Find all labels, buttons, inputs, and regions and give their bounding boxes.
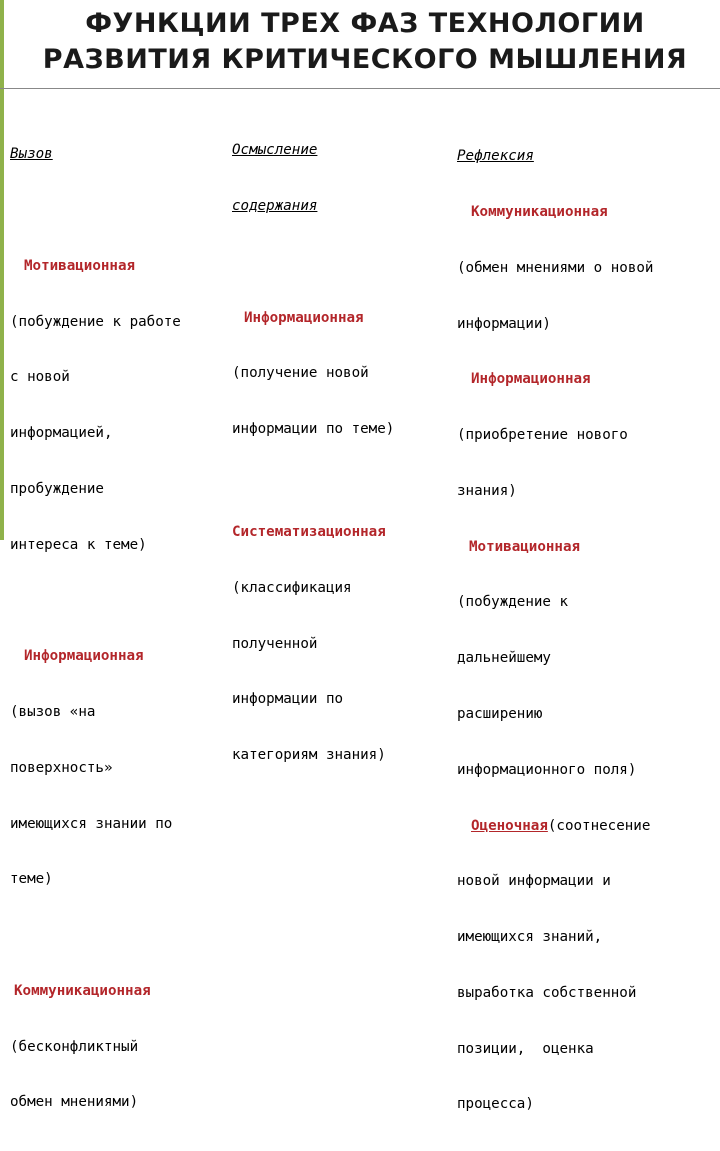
function-desc-line: (побуждение к — [457, 594, 569, 611]
function-desc-line: (вызов «на — [10, 704, 96, 720]
title-divider — [0, 88, 720, 89]
function-desc-line: (получение новой — [232, 365, 369, 382]
function-desc-line: информационного поля) — [457, 761, 637, 778]
column-header-challenge: Вызов — [10, 146, 53, 163]
function-desc-line: интереса к теме) — [10, 536, 147, 553]
function-desc-line: (классификация — [232, 579, 352, 596]
column-header-comprehension-1: Осмысление — [232, 142, 318, 159]
function-desc-line: имеющихся знании по — [10, 815, 173, 832]
spacer — [10, 926, 181, 945]
column-header-comprehension-2: содержания — [232, 197, 318, 214]
spacer — [10, 201, 181, 220]
function-desc-line: новой информации и — [457, 873, 611, 890]
function-desc-line: пробуждение — [10, 480, 104, 497]
column-challenge — [10, 108, 181, 1149]
function-desc-line: знания) — [457, 482, 517, 499]
function-desc-line: (обмен мнениями о новой — [457, 259, 654, 276]
column-comprehension — [232, 104, 394, 802]
title-line-2: РАЗВИТИЯ КРИТИЧЕСКОГО МЫШЛЕНИЯ — [42, 44, 688, 75]
spacer — [232, 476, 394, 486]
function-desc-line: поверхность» — [10, 759, 113, 776]
function-label-informational: Информационная — [471, 371, 591, 388]
column-reflection — [457, 110, 653, 1151]
function-desc-line: дальнейшему — [457, 650, 551, 667]
function-desc-line: информации по теме) — [232, 421, 395, 438]
function-desc-line: информации) — [457, 315, 551, 332]
function-label-motivational: Мотивационная — [469, 538, 581, 555]
function-desc-line: позиции, оценка — [457, 1040, 594, 1057]
evaluative-row — [457, 817, 653, 836]
function-desc-line: (бесконфликтный — [10, 1038, 139, 1055]
accent-bar — [0, 0, 4, 540]
title-line-1: ФУНКЦИИ ТРЕХ ФАЗ ТЕХНОЛОГИИ — [85, 8, 645, 39]
function-desc-line: теме) — [10, 871, 53, 888]
function-label-communicative: Коммуникационная — [471, 203, 608, 220]
spacer — [10, 591, 181, 610]
function-label-evaluative: Оценочная — [471, 817, 548, 834]
function-desc-line: выработка собственной — [457, 984, 637, 1001]
slide-title — [20, 6, 710, 78]
function-desc-line: обмен мнениями) — [10, 1094, 139, 1111]
function-label-motivational: Мотивационная — [24, 257, 136, 274]
function-desc-line: (приобретение нового — [457, 427, 628, 444]
function-desc-inline: (соотнесение — [547, 817, 651, 834]
spacer — [232, 253, 394, 272]
function-label-informational: Информационная — [244, 309, 364, 326]
function-label-informational: Информационная — [24, 648, 144, 665]
function-desc-line: полученной — [232, 635, 318, 652]
function-desc-line: информацией, — [10, 425, 113, 442]
function-desc-line: (побуждение к работе — [10, 313, 181, 330]
function-label-communicative: Коммуникационная — [14, 982, 151, 999]
function-desc-line: с новой — [10, 369, 70, 386]
function-desc-line: процесса) — [457, 1096, 534, 1113]
function-desc-line: категориям знания) — [232, 747, 386, 764]
function-desc-line: информации по — [232, 691, 344, 708]
function-desc-line: расширению — [457, 706, 543, 722]
function-label-systematizing: Систематизационная — [232, 524, 386, 541]
column-header-reflection: Рефлексия — [457, 148, 534, 165]
function-desc-line: имеющихся знаний, — [457, 929, 603, 946]
